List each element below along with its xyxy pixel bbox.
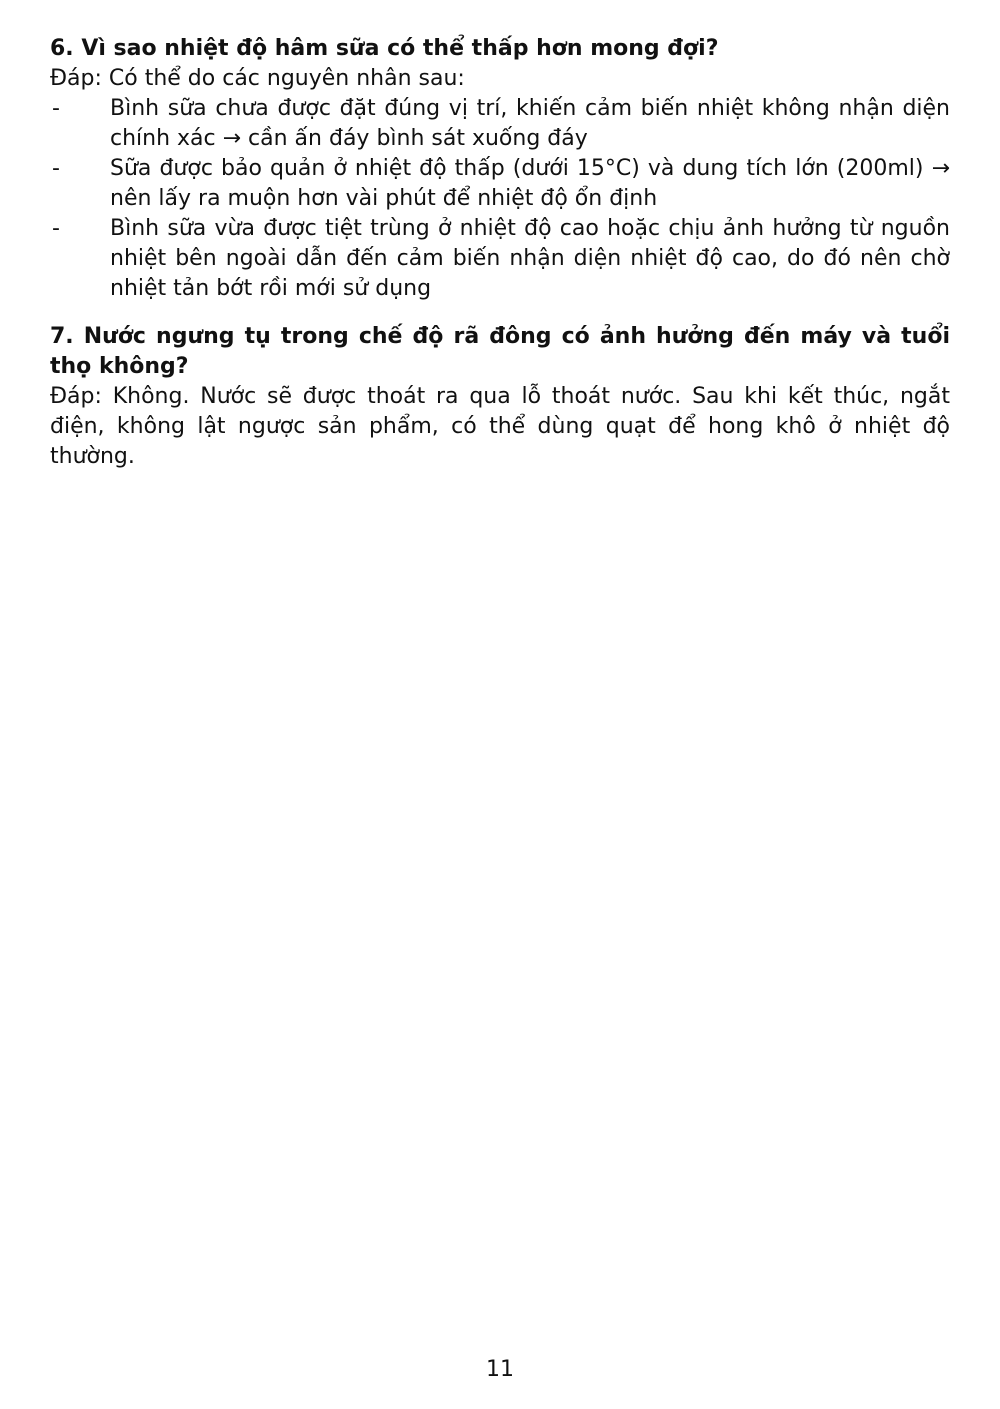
bullet-text: Bình sữa vừa được tiệt trùng ở nhiệt độ cao hoặc chịu ảnh hưởng từ nguồn nhiệt bên ngoài dẫn đến cảm biến nhận diện nhiệt độ cao, do đó nên chờ nhiệt tản bớt rồi mới sử dụng — [110, 216, 950, 301]
answer-7-text: Đáp: Không. Nước sẽ được thoát ra qua lỗ thoát nước. Sau khi kết thúc, ngắt điện, không lật ngược sản phẩm, có thể dùng quạt để hong khô ở nhiệt độ thường. — [50, 384, 950, 469]
section-spacer — [50, 304, 950, 322]
question-6-heading: 6. Vì sao nhiệt độ hâm sữa có thể thấp hơn mong đợi? — [50, 36, 719, 61]
list-item — [50, 154, 950, 214]
bullet-dash: - — [52, 156, 60, 181]
bullet-text: Sữa được bảo quản ở nhiệt độ thấp (dưới 15°C) và dung tích lớn (200ml) → nên lấy ra muộn hơn vài phút để nhiệt độ ổn định — [110, 156, 950, 211]
list-item — [50, 214, 950, 304]
answer-6-bullet-list — [50, 94, 950, 304]
document-body — [50, 34, 950, 472]
question-7-heading: 7. Nước ngưng tụ trong chế độ rã đông có ảnh hưởng đến máy và tuổi thọ không? — [50, 324, 950, 379]
page-number: 11 — [486, 1357, 514, 1382]
bullet-dash: - — [52, 216, 60, 241]
list-item — [50, 94, 950, 154]
bullet-dash: - — [52, 96, 60, 121]
answer-6-intro: Đáp: Có thể do các nguyên nhân sau: — [50, 66, 465, 91]
bullet-text: Bình sữa chưa được đặt đúng vị trí, khiến cảm biến nhiệt không nhận diện chính xác → cần ấn đáy bình sát xuống đáy — [110, 96, 950, 151]
